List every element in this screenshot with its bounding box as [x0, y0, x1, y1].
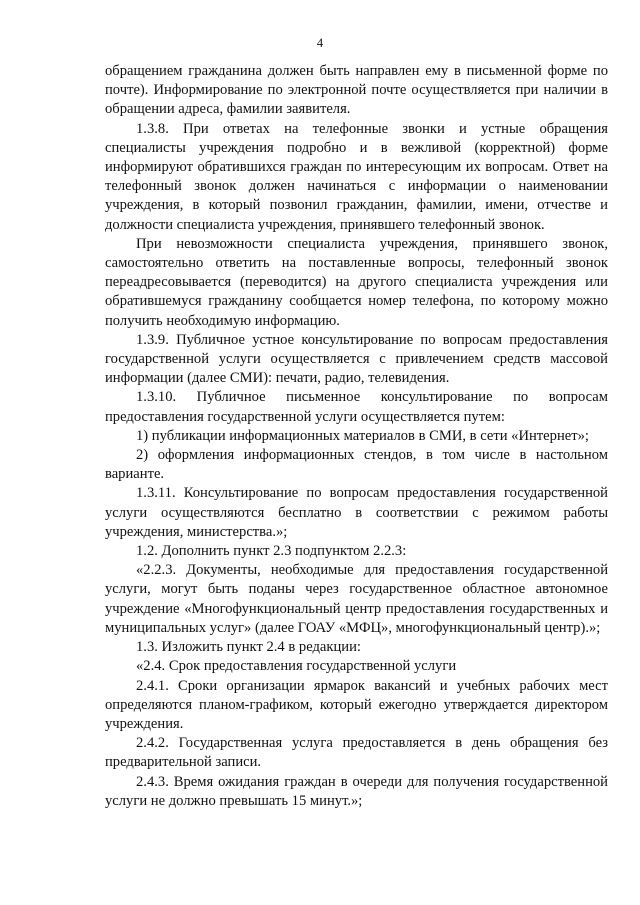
paragraph-2-4-1: 2.4.1. Сроки организации ярмарок вакансий и учебных рабочих мест определяются планом-графиком, который ежегодно утверждается директором учреждения.	[105, 677, 608, 732]
paragraph-1-3-8: 1.3.8. При ответах на телефонные звонки и устные обращения специалисты учреждения подробно и в вежливой (корректной) форме информируют обратившихся граждан по интересующим их вопросам. Ответ на телефонный звонок должен начинаться с информации о наименовании учреждения, в который позвонил гражданин, фамилии, имени, отчестве и должности специалиста учреждения, принявшего телефонный звонок.	[105, 120, 608, 233]
list-item-2: 2) оформления информационных стендов, в том числе в настольном варианте.	[105, 447, 608, 483]
paragraph-2-4-2: 2.4.2. Государственная услуга предоставляется в день обращения без предварительной записи.	[105, 735, 608, 771]
document-body	[105, 62, 608, 811]
paragraph-1-3-10: 1.3.10. Публичное письменное консультирование по вопросам предоставления государственной услуги осуществляется путем:	[105, 389, 608, 425]
paragraph-2-2-3: «2.2.3. Документы, необходимые для предоставления государственной услуги, могут быть поданы через государственное областное автономное учреждение «Многофункциональный центр предоставления государственных и муниципальных услуг» (далее ГОАУ «МФЦ», многофункциональный центр).»;	[105, 562, 608, 636]
paragraph-1-3-11: 1.3.11. Консультирование по вопросам предоставления государственной услуги осуществляются бесплатно в соответствии с режимом работы учреждения, министерства.»;	[105, 485, 608, 540]
paragraph-1-3: 1.3. Изложить пункт 2.4 в редакции:	[136, 639, 361, 656]
paragraph-1-2: 1.2. Дополнить пункт 2.3 подпунктом 2.2.3:	[136, 543, 407, 560]
paragraph-1-3-9: 1.3.9. Публичное устное консультирование по вопросам предоставления государственной услуги осуществляется с привлечением средств массовой информации (далее СМИ): печати, радио, телевидения.	[105, 331, 608, 387]
paragraph-continuation: обращением гражданина должен быть направлен ему в письменной форме по почте). Информирование по электронной почте осуществляется при наличии в обращении адреса, фамилии заявителя.	[105, 63, 608, 118]
list-item-1: 1) публикации информационных материалов в СМИ, в сети «Интернет»;	[136, 427, 589, 444]
paragraph-call-redirect: При невозможности специалиста учреждения, принявшего звонок, самостоятельно ответить на поставленные вопросы, телефонный звонок переадресовывается (переводится) на другого специалиста учреждения или обратившемуся гражданину сообщается номер телефона, по которому можно получить необходимую информацию.	[105, 235, 608, 329]
paragraph-2-4-3: 2.4.3. Время ожидания граждан в очереди для получения государственной услуги не должно превышать 15 минут.»;	[105, 773, 608, 809]
page-number: 4	[316, 36, 324, 50]
section-heading-2-4: «2.4. Срок предоставления государственной услуги	[136, 658, 457, 675]
